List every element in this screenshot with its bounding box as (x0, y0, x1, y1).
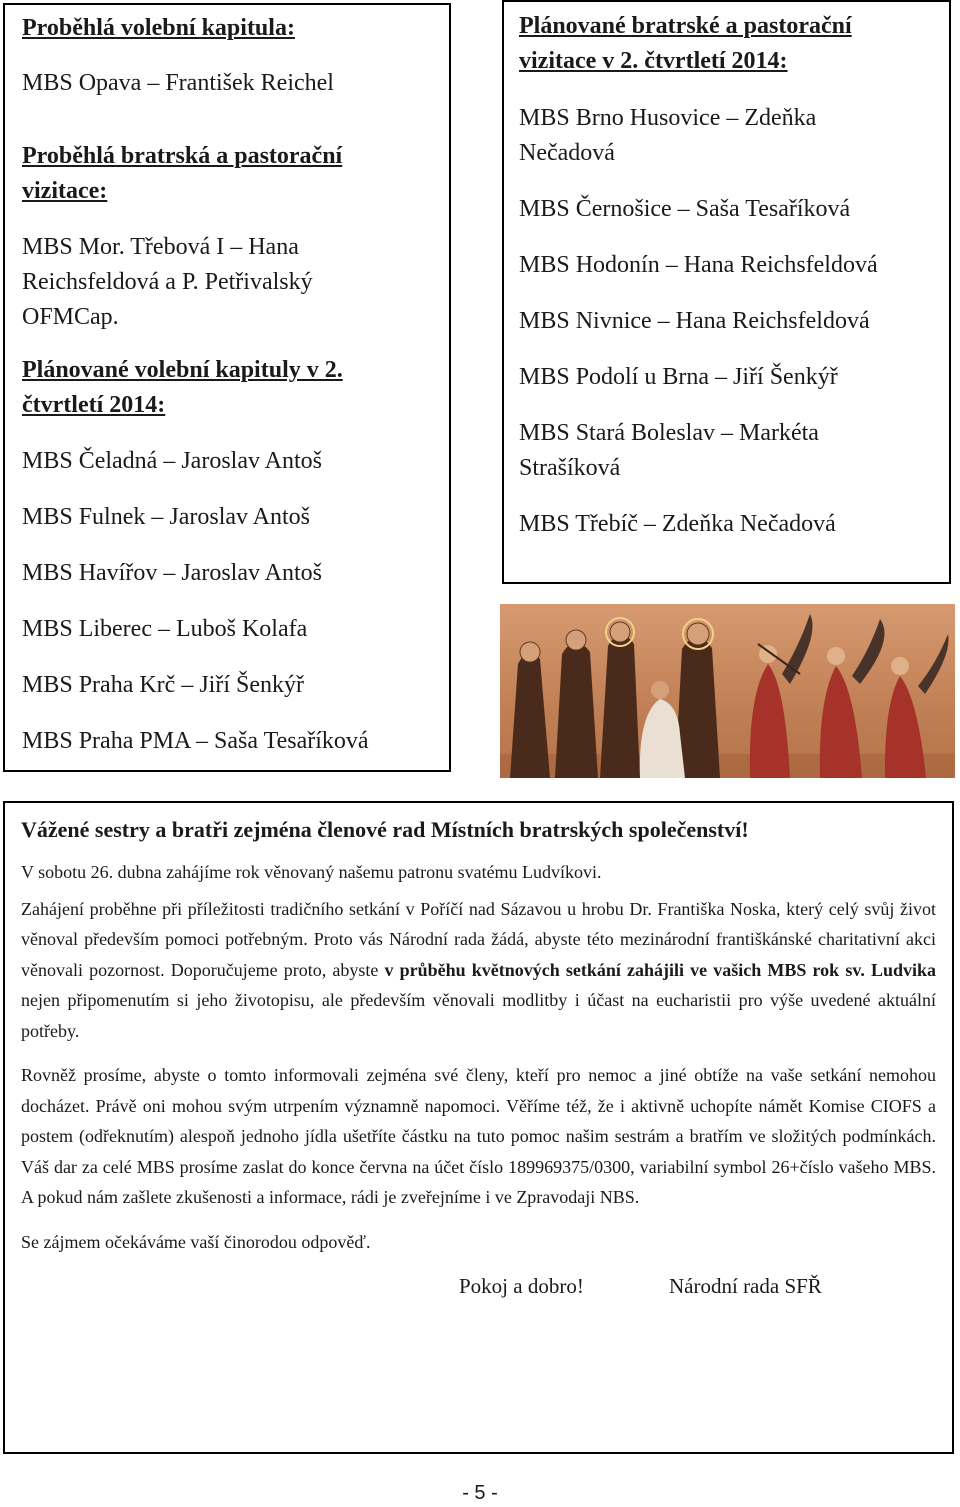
letter-paragraph-1: V sobotu 26. dubna zahájíme rok věnovaný našemu patronu svatému Ludvíkovi. (21, 862, 602, 882)
visit-done-line: OFMCap. (22, 304, 119, 330)
letter-paragraph-3: Rovněž prosíme, abyste o tomto informovali zejména své členy, kteří pro nemoc a jiné obtíže na vaše setkání nemohou docházet. Právě oni mohou svým utrpením významně napomoci. Věříme též, že i aktivně uchopíte námět Komise CIOFS a postem (odřeknutím) alespoň jednoho jídla ušetříte částku na tuto pomoc našim sestrám a bratřím ve složitých podmínkách. Váš dar za celé MBS prosíme zaslat do konce června na účet číslo 189969375/0300, variabilní symbol 26+číslo vašeho MBS. A pokud nám zašlete zkušenosti a informace, rádi je zveřejníme i ve Zpravodaji NBS. (21, 1065, 936, 1207)
planned-visit-item-cont: Nečadová (519, 140, 615, 166)
franciscan-painting (500, 604, 955, 778)
heading-visit-done: Proběhlá bratrská a pastorační vizitace: (22, 143, 343, 204)
election-info-box (3, 3, 451, 772)
heading-election-done: Proběhlá volební kapitula: (22, 15, 295, 41)
heading-planned-visits-cont: vizitace v 2. čtvrtletí 2014: (519, 48, 788, 74)
planned-election-item: MBS Liberec – Luboš Kolafa (22, 616, 308, 642)
planned-visit-item: MBS Brno Husovice – Zdeňka (519, 105, 817, 131)
planned-visit-item-cont: Strašíková (519, 455, 621, 481)
planned-visit-item: MBS Třebíč – Zdeňka Nečadová (519, 511, 836, 537)
planned-election-item: MBS Fulnek – Jaroslav Antoš (22, 504, 311, 530)
letter-paragraph-2-end: nejen připomenutím si jeho životopisu, ale především věnovali modlitby i účast na eucharistii pro výše uvedené aktuální potřeby. (21, 990, 936, 1041)
election-done-item: MBS Opava – František Reichel (22, 70, 334, 96)
letter-box (3, 801, 954, 1454)
planned-election-item: MBS Havířov – Jaroslav Antoš (22, 560, 322, 586)
letter-greeting: Vážené sestry a bratři zejména členové rad Místních bratrských společenství! (21, 817, 749, 842)
heading-planned-visits: Plánované bratrské a pastorační (519, 13, 852, 39)
letter-paragraph-4: Se zájmem očekáváme vaší činorodou odpověď. (21, 1231, 371, 1252)
letter-closing: Pokoj a dobro! (459, 1274, 584, 1298)
heading-planned-election: Plánované volební kapituly v 2. (22, 357, 343, 383)
planned-election-item: MBS Praha PMA – Saša Tesaříková (22, 728, 369, 754)
letter-paragraph-2-start: Zahájení proběhne při příležitosti tradičního setkání v Poříčí nad Sázavou u hrobu Dr. Františka Noska, který celý svůj život věnoval především pomoci potřebným. Proto vás Národní rada žádá, abyste této mezinárodní františkánské charitativní akci věnovali pozornost. Doporučujeme proto, abyste (21, 898, 936, 980)
letter-paragraph-2 (21, 894, 936, 1047)
letter-signoff (21, 1271, 936, 1301)
page-number: - 5 - (462, 1482, 498, 1504)
planned-visit-item: MBS Nivnice – Hana Reichsfeldová (519, 308, 870, 334)
heading-planned-election-cont: čtvrtletí 2014: (22, 392, 166, 418)
letter-paragraph-2-emphasis: v průběhu květnových setkání zahájili ve vašich MBS rok sv. Ludvika (384, 959, 936, 980)
planned-visit-item: MBS Stará Boleslav – Markéta (519, 420, 819, 446)
planned-visits-box (502, 0, 951, 584)
planned-visit-item: MBS Podolí u Brna – Jiří Šenkýř (519, 364, 838, 390)
planned-election-item: MBS Praha Krč – Jiří Šenkýř (22, 672, 304, 698)
visit-done-line: Reichsfeldová a P. Petřivalský (22, 269, 313, 295)
letter-signature: Národní rada SFŘ (669, 1274, 822, 1298)
planned-visit-item: MBS Hodonín – Hana Reichsfeldová (519, 252, 878, 278)
visit-done-line: MBS Mor. Třebová I – Hana (22, 234, 299, 260)
planned-visit-item: MBS Černošice – Saša Tesaříková (519, 196, 851, 222)
planned-election-item: MBS Čeladná – Jaroslav Antoš (22, 448, 322, 474)
